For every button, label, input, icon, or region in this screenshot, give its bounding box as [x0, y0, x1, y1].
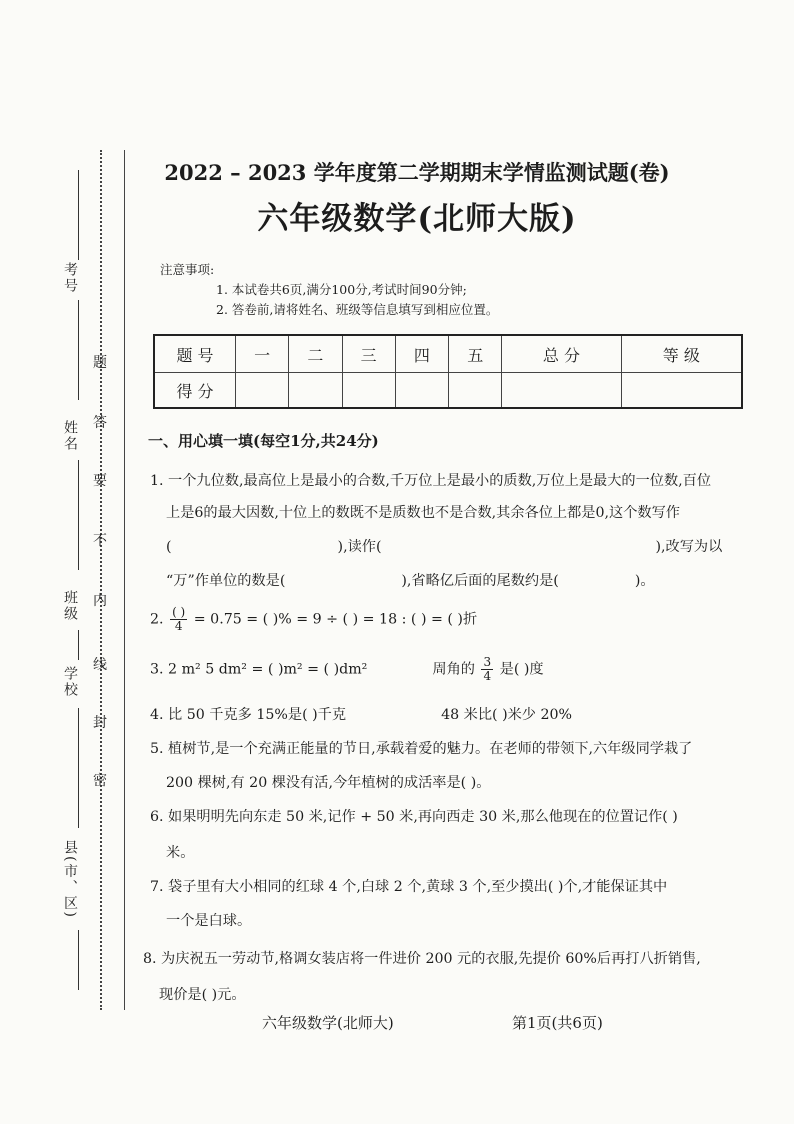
- q1-end: )。: [634, 573, 655, 589]
- notes: [160, 260, 498, 320]
- question-6-line-1: 6. 如果明明先向东走 50 米,记作 + 50 米,再向西走 30 米,那么他现在的位置记作( ): [150, 809, 678, 825]
- q1-read-as: ),读作(: [337, 539, 382, 555]
- banji-line: [78, 630, 79, 660]
- q2-number: 2.: [150, 611, 164, 628]
- score-input-cell[interactable]: [449, 373, 502, 409]
- section-heading: 一、用心填一填(每空1分,共24分): [148, 432, 379, 450]
- question-8-line-1: 8. 为庆祝五一劳动节,格调女装店将一件进价 200 元的衣服,先提价 60%后再打八折销售,: [143, 951, 701, 967]
- seal-char: 线: [93, 657, 107, 673]
- xian-line: [78, 930, 79, 990]
- score-table-header-row: [154, 335, 742, 373]
- xingming-label: 姓名: [62, 420, 78, 452]
- notes-item: 2. 答卷前,请将姓名、班级等信息填写到相应位置。: [216, 302, 499, 317]
- question-5-line-1: 5. 植树节,是一个充满正能量的节日,承载着爱的魅力。在老师的带领下,六年级同学栽了: [150, 741, 693, 757]
- score-table-score-row: [154, 373, 742, 409]
- q1-yi-approx: ),省略亿后面的尾数约是(: [401, 573, 559, 589]
- seal-dotted-line: [100, 150, 102, 1010]
- score-cell: 题 号: [154, 335, 236, 373]
- question-8-line-2: 现价是( )元。: [159, 987, 246, 1003]
- score-input-cell[interactable]: [502, 373, 621, 409]
- seal-char: 要: [93, 473, 107, 489]
- banji-label: 班级: [62, 590, 78, 622]
- footer-subject: 六年级数学(北师大): [262, 1014, 394, 1032]
- score-cell: 二: [289, 335, 342, 373]
- q3-part-c: 是( )度: [499, 661, 544, 678]
- seal-char: 封: [93, 715, 107, 731]
- score-input-cell[interactable]: [236, 373, 289, 409]
- footer-page-number: 第1页(共6页): [512, 1014, 603, 1032]
- seal-solid-line: [124, 150, 125, 1010]
- xuexiao-label: 学校: [62, 666, 78, 698]
- q4-part-a: 4. 比 50 千克多 15%是( )千克: [150, 707, 347, 723]
- exam-title: 2022 – 2023 学年度第二学期期末学情监测试题(卷): [164, 160, 670, 185]
- score-cell: 得 分: [154, 373, 236, 409]
- score-cell: 等 级: [621, 335, 742, 373]
- kaohao-label: 考号: [62, 262, 78, 294]
- q2-fraction: [170, 606, 187, 633]
- question-1-line-4: [150, 570, 655, 590]
- seal-char: 不: [93, 533, 107, 549]
- question-1-line-1: 1. 一个九位数,最高位上是最小的合数,千万位上是最小的质数,万位上是最大的一位数,百位: [150, 473, 712, 489]
- question-1-line-2: 上是6的最大因数,十位上的数既不是质数也不是合数,其余各位上都是0,这个数写作: [166, 505, 680, 521]
- question-4: [150, 704, 572, 724]
- q4-part-b: 48 米比( )米少 20%: [441, 707, 573, 723]
- score-cell: 四: [395, 335, 448, 373]
- question-7-line-1: 7. 袋子里有大小相同的红球 4 个,白球 2 个,黄球 3 个,至少摸出( )个,才能保证其中: [150, 879, 668, 895]
- q2-rest: = 0.75 = ( )% = 9 ÷ ( ) = 18 : ( ) = ( )折: [193, 611, 478, 628]
- xian-label: 县(市、区): [62, 840, 78, 919]
- kaohao-line-2: [78, 300, 79, 400]
- notes-item: 1. 本试卷共6页,满分100分,考试时间90分钟;: [216, 282, 467, 297]
- seal-char: 内: [93, 593, 107, 609]
- score-cell: 总 分: [502, 335, 621, 373]
- xuexiao-line: [78, 708, 79, 828]
- score-input-cell[interactable]: [289, 373, 342, 409]
- q1-wan-unit: “万”作单位的数是(: [166, 573, 286, 589]
- q3-part-b: 周角的: [432, 661, 475, 678]
- notes-heading: 注意事项:: [160, 262, 215, 277]
- question-7-line-2: 一个是白球。: [166, 913, 252, 929]
- q2-denominator: 4: [174, 619, 183, 633]
- score-input-cell[interactable]: [395, 373, 448, 409]
- question-1-line-3: [150, 536, 722, 556]
- exam-subtitle: 六年级数学(北师大版): [257, 201, 577, 237]
- score-cell: 一: [236, 335, 289, 373]
- q3-part-a: 3. 2 m² 5 dm² = ( )m² = ( )dm²: [150, 661, 368, 678]
- q3-fraction: [481, 656, 493, 683]
- seal-char: 密: [93, 773, 107, 789]
- question-6-line-2: 米。: [166, 845, 195, 861]
- q1-blank-open: (: [166, 539, 172, 555]
- score-cell: 三: [342, 335, 395, 373]
- xingming-line: [78, 460, 79, 570]
- score-input-cell[interactable]: [621, 373, 742, 409]
- question-2: [150, 606, 477, 633]
- score-cell: 五: [449, 335, 502, 373]
- q1-rewrite: ),改写为以: [655, 539, 723, 555]
- score-table: [153, 334, 743, 409]
- q2-numerator: ( ): [172, 605, 186, 619]
- question-5-line-2: 200 棵树,有 20 棵没有活,今年植树的成活率是( )。: [166, 775, 491, 791]
- q3-denominator: 4: [483, 669, 492, 683]
- score-input-cell[interactable]: [342, 373, 395, 409]
- seal-char: 答: [93, 415, 107, 431]
- question-3: [150, 656, 544, 683]
- q3-numerator: 3: [483, 655, 492, 669]
- seal-char: 题: [93, 355, 107, 371]
